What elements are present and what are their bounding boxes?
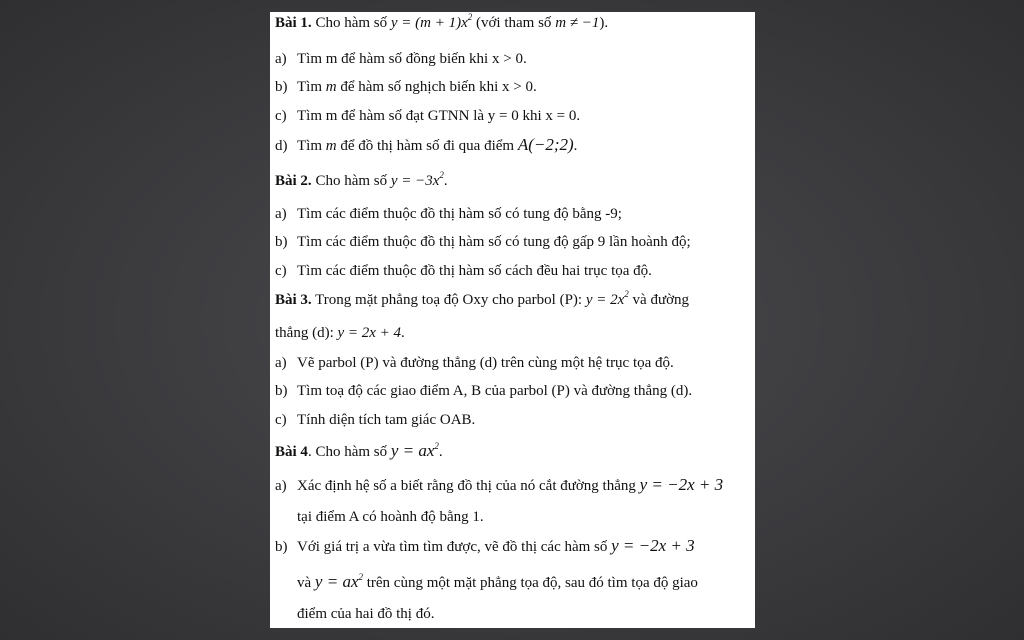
bai2-item-b: b) Tìm các điểm thuộc đồ thị hàm số có tung độ gấp 9 lần hoành độ; <box>275 234 691 250</box>
bai4-heading: Bài 4. Cho hàm số $y = ax^2$. <box>275 441 443 460</box>
bai3-title: Bài 3. <box>275 292 312 308</box>
bai3-heading: Bài 3. Trong mặt phẳng toạ độ Oxy cho parbol (P): $y = 2x^2$ và đường <box>275 289 690 308</box>
bai1-intro: Cho hàm số <box>315 15 388 31</box>
bai3-item-a: a) Vẽ parbol (P) và đường thẳng (d) trên cùng một hệ trục tọa độ. <box>275 355 674 371</box>
bai3-item-c: c) Tính diện tích tam giác OAB. <box>275 412 476 428</box>
bai1-note: (với tham số <box>476 15 552 31</box>
bai1-formula: $y = (m + 1)x^2$ <box>390 12 473 31</box>
bai2-title: Bài 2. <box>275 173 312 189</box>
bai1-point: A(−2;2) <box>517 135 574 154</box>
bai1-heading: Bài 1. Cho hàm số $y = (m + 1)x^2$ (với tham số m ≠ −1). <box>275 12 609 31</box>
bai4-item-b-line2: và $y = ax^2$ trên cùng một mặt phẳng tọa độ, sau đó tìm tọa độ giao <box>297 572 698 591</box>
bai1-title: Bài 1. <box>275 15 312 31</box>
bai4-item-a: a) Xác định hệ số a biết rằng đồ thị của nó cắt đường thẳng y = −2x + 3 <box>275 475 724 494</box>
bai2-item-c: c) Tìm các điểm thuộc đồ thị hàm số cách đều hai trục tọa độ. <box>275 263 652 279</box>
bai4-item-b: b) Với giá trị a vừa tìm tìm được, vẽ đồ thị các hàm số y = −2x + 3 <box>275 536 695 555</box>
bai4-title: Bài 4 <box>275 444 308 460</box>
bai1-item-a: a) Tìm m để hàm số đồng biến khi x > 0. <box>275 51 527 67</box>
bai4-item-b-line3: điểm của hai đồ thị đó. <box>297 606 435 622</box>
bai3-formula: $y = 2x^2$ <box>585 289 629 308</box>
bai4-b-formula: y = −2x + 3 <box>611 536 695 555</box>
bai1-condition: m ≠ −1 <box>555 15 600 31</box>
bai2-item-a: a) Tìm các điểm thuộc đồ thị hàm số có tung độ bằng -9; <box>275 206 622 222</box>
bai4-b-formula2: $y = ax^2$ <box>314 572 363 591</box>
bai2-heading: Bài 2. Cho hàm số $y = -3x^2$. <box>275 170 448 189</box>
bai4-formula: $y = ax^2$ <box>390 441 439 460</box>
bai4-a-formula: y = −2x + 3 <box>639 475 724 494</box>
document-page <box>270 12 755 628</box>
bai2-formula: $y = -3x^2$ <box>390 170 444 189</box>
bai1-item-d: d) Tìm m để đồ thị hàm số đi qua điểm A(−2;2). <box>275 135 578 154</box>
bai1-item-c: c) Tìm m để hàm số đạt GTNN là y = 0 khi x = 0. <box>275 108 581 124</box>
bai1-item-b: b) Tìm m để hàm số nghịch biến khi x > 0. <box>275 79 537 95</box>
bai3-line-formula: y = 2x + 4 <box>337 325 402 341</box>
bai4-item-a-line2: tại điểm A có hoành độ bằng 1. <box>297 509 484 525</box>
bai3-heading-line2: thẳng (d): y = 2x + 4. <box>275 325 405 341</box>
bai3-item-b: b) Tìm toạ độ các giao điểm A, B của parbol (P) và đường thẳng (d). <box>275 383 693 399</box>
